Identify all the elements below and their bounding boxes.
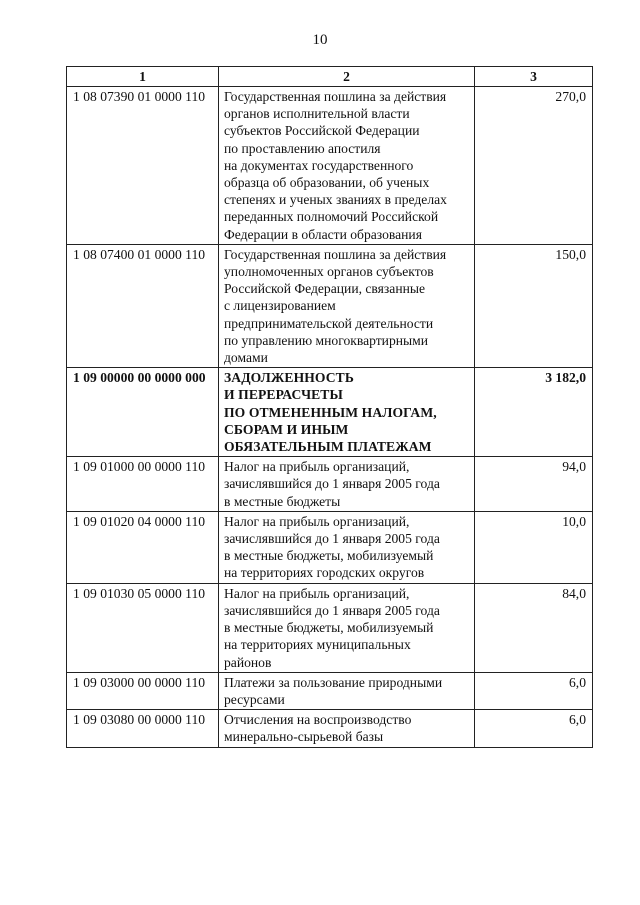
revenue-name-line: Федерации в области образования	[224, 226, 422, 242]
table-row	[67, 511, 593, 583]
revenue-name-cell	[219, 710, 475, 747]
revenue-name-line: ресурсами	[224, 691, 285, 707]
revenue-name-line: домами	[224, 350, 268, 366]
revenue-name-line: с лицензированием	[224, 298, 336, 314]
budget-code-cell: 1 09 01030 05 0000 110	[67, 583, 219, 672]
revenue-name-line: Российской Федерации, связанные	[224, 281, 426, 297]
revenue-name-line: районов	[224, 654, 272, 670]
revenue-name-line: ОБЯЗАТЕЛЬНЫМ ПЛАТЕЖАМ	[224, 439, 432, 455]
amount-cell: 6,0	[475, 672, 593, 709]
revenue-name-line: на территориях городских округов	[224, 565, 425, 581]
table-body	[67, 87, 593, 748]
revenue-name-line: ПО ОТМЕНЕННЫМ НАЛОГАМ,	[224, 404, 437, 420]
amount-cell: 94,0	[475, 457, 593, 512]
table-row	[67, 710, 593, 747]
revenue-name-line: СБОРАМ И ИНЫМ	[224, 421, 349, 437]
budget-code-cell: 1 08 07390 01 0000 110	[67, 87, 219, 245]
revenue-name-cell	[219, 583, 475, 672]
revenue-name-line: субъектов Российской Федерации	[224, 123, 420, 139]
revenue-name-line: на документах государственного	[224, 157, 414, 173]
revenue-name-cell	[219, 87, 475, 245]
amount-cell: 84,0	[475, 583, 593, 672]
header-col-1: 1	[67, 67, 219, 87]
revenue-name-cell	[219, 672, 475, 709]
amount-cell: 270,0	[475, 87, 593, 245]
revenue-name-line: образца об образовании, об ученых	[224, 175, 430, 191]
revenue-name-line: Государственная пошлина за действия	[224, 89, 447, 104]
budget-code-cell: 1 09 01020 04 0000 110	[67, 511, 219, 583]
table-row	[67, 457, 593, 512]
revenue-name-line: зачислявшийся до 1 января 2005 года	[224, 476, 440, 492]
revenue-name-line: степенях и ученых званиях в пределах	[224, 192, 447, 208]
page-number: 10	[312, 32, 328, 48]
revenue-name-line: в местные бюджеты	[224, 493, 341, 509]
amount-cell: 10,0	[475, 511, 593, 583]
revenue-name-line: минерально-сырьевой базы	[224, 729, 384, 745]
revenue-name-line: по проставлению апостиля	[224, 140, 381, 156]
table-row	[67, 87, 593, 245]
table-header-row	[67, 67, 593, 87]
revenue-name-line: Налог на прибыль организаций,	[224, 459, 410, 475]
revenue-name-line: ЗАДОЛЖЕННОСТЬ	[224, 370, 354, 386]
table-row	[67, 672, 593, 709]
budget-code-cell: 1 09 03080 00 0000 110	[67, 710, 219, 747]
header-col-2: 2	[219, 67, 475, 87]
revenue-name-cell	[219, 511, 475, 583]
revenue-name-line: зачислявшийся до 1 января 2005 года	[224, 531, 440, 547]
revenue-name-line: в местные бюджеты, мобилизуемый	[224, 548, 434, 564]
budget-code-cell: 1 09 01000 00 0000 110	[67, 457, 219, 512]
revenue-name-line: на территориях муниципальных	[224, 637, 411, 653]
budget-code-cell: 1 09 00000 00 0000 000	[67, 368, 219, 457]
revenue-name-line: И ПЕРЕРАСЧЕТЫ	[224, 387, 343, 403]
revenue-name-line: переданных полномочий Российской	[224, 209, 439, 225]
revenue-name-line: органов исполнительной власти	[224, 106, 410, 122]
revenue-name-line: Налог на прибыль организаций,	[224, 585, 410, 601]
revenue-name-line: зачислявшийся до 1 января 2005 года	[224, 602, 440, 618]
revenue-name-line: Государственная пошлина за действия	[224, 246, 447, 262]
revenue-name-line: по управлению многоквартирными	[224, 332, 429, 348]
budget-code-cell: 1 08 07400 01 0000 110	[67, 244, 219, 367]
amount-cell: 150,0	[475, 244, 593, 367]
budget-code-cell: 1 09 03000 00 0000 110	[67, 672, 219, 709]
revenue-name-cell	[219, 368, 475, 457]
amount-cell: 3 182,0	[475, 368, 593, 457]
header-col-3: 3	[475, 67, 593, 87]
revenue-name-line: в местные бюджеты, мобилизуемый	[224, 620, 434, 636]
revenue-name-cell	[219, 244, 475, 367]
revenue-table	[66, 66, 593, 748]
table-row	[67, 368, 593, 457]
table-row	[67, 244, 593, 367]
revenue-name-line: Налог на прибыль организаций,	[224, 513, 410, 529]
revenue-name-line: Платежи за пользование природными	[224, 674, 443, 690]
revenue-name-line: Отчисления на воспроизводство	[224, 712, 412, 728]
revenue-name-line: уполномоченных органов субъектов	[224, 264, 434, 280]
revenue-name-line: предпринимательской деятельности	[224, 315, 434, 331]
revenue-name-cell	[219, 457, 475, 512]
table-row	[67, 583, 593, 672]
amount-cell: 6,0	[475, 710, 593, 747]
